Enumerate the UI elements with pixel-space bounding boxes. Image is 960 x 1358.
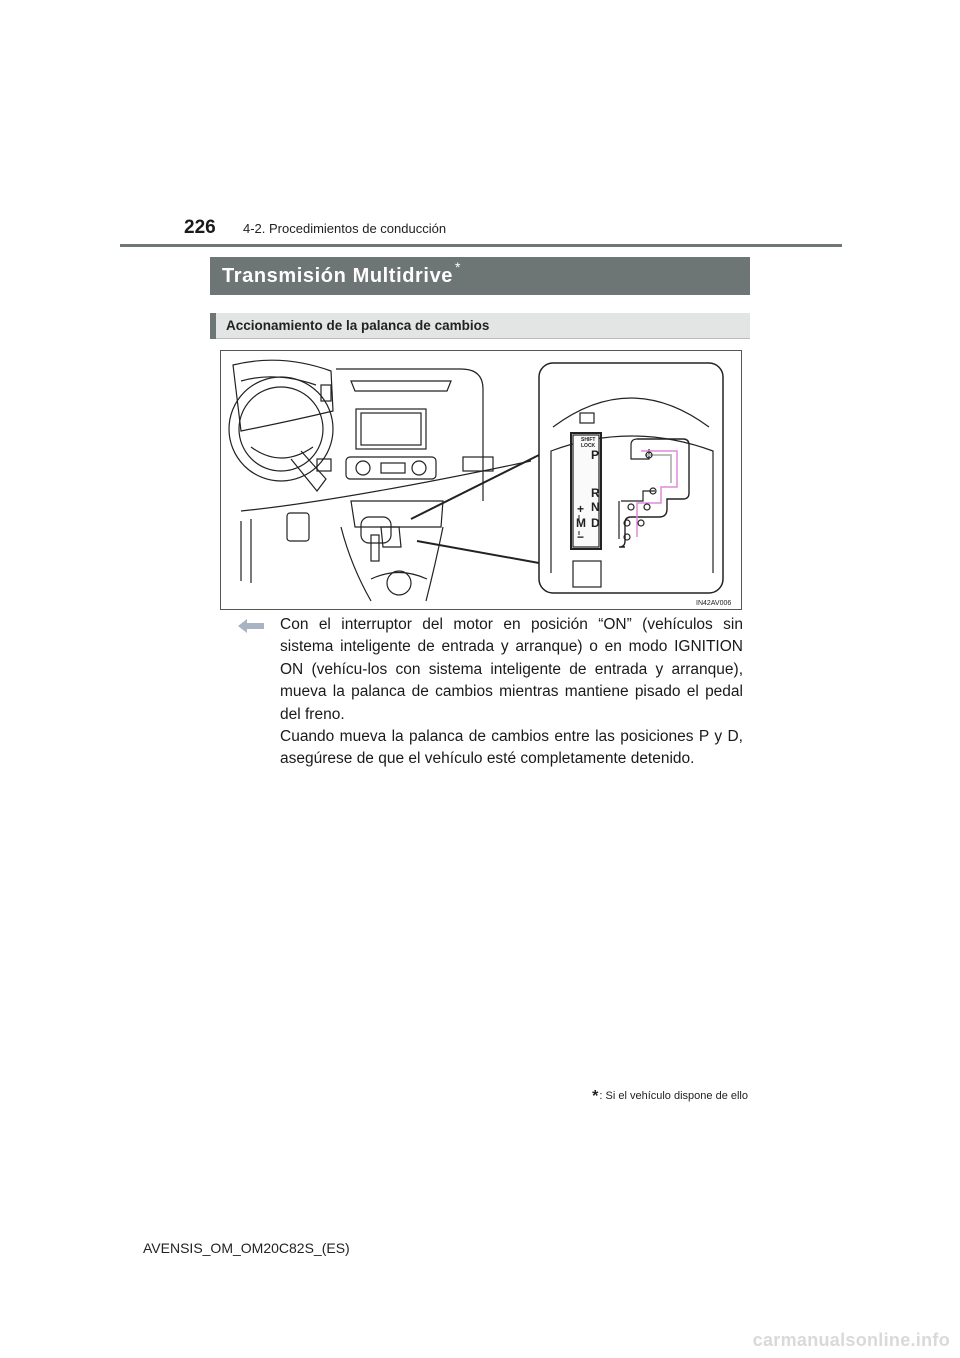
left-arrow-icon — [238, 618, 264, 634]
shift-lever-illustration — [220, 350, 742, 610]
document-code: AVENSIS_OM_OM20C82S_(ES) — [143, 1240, 350, 1256]
minus-label: − — [577, 530, 585, 544]
gear-r-label: R — [591, 486, 600, 500]
header-divider — [120, 244, 842, 247]
shift-lock-label: SHIFT — [581, 437, 596, 443]
section-reference: 4-2. Procedimientos de conducción — [243, 221, 447, 236]
subsection-bar — [210, 313, 750, 339]
plus-label: + — [577, 502, 585, 516]
page-title — [222, 259, 462, 288]
dashboard-drawing — [229, 360, 539, 601]
figure-code: IN42AV006 — [696, 600, 732, 607]
watermark: carmanualsonline.info — [752, 1330, 950, 1350]
body-paragraph-1: Con el interruptor del motor en posición “ON” (vehículos sin sistema inteligente de entrada y arranque) o en modo IGNITION ON (vehícu-los con sistema inteligente de entrada y arranque), mueva la palanca de cambios mientras mantiene pisado el pedal del freno. — [280, 616, 743, 723]
shift-gate-path — [619, 439, 689, 547]
shift-lock-label-2: LOCK — [581, 443, 596, 449]
gear-m-label: M — [576, 516, 586, 530]
gear-d-label: D — [591, 516, 600, 530]
title-text: Transmisión Multidrive — [222, 265, 454, 287]
page-number: 226 — [184, 217, 216, 238]
body-text — [280, 614, 743, 771]
shift-panel-inset — [539, 363, 723, 593]
gear-n-label: N — [591, 500, 600, 514]
gear-p-label: P — [591, 448, 600, 462]
footnote-text: : Si el vehículo dispone de ello — [599, 1090, 748, 1102]
body-paragraph-2: Cuando mueva la palanca de cambios entre las posiciones P y D, asegúrese de que el vehículo esté completamente detenido. — [280, 728, 743, 768]
title-bar — [210, 257, 750, 295]
title-asterisk: * — [455, 259, 462, 275]
footnote — [592, 1088, 748, 1106]
subsection-accent — [210, 313, 216, 339]
footnote-asterisk-icon: * — [592, 1088, 599, 1105]
subsection-title: Accionamiento de la palanca de cambios — [226, 318, 490, 333]
